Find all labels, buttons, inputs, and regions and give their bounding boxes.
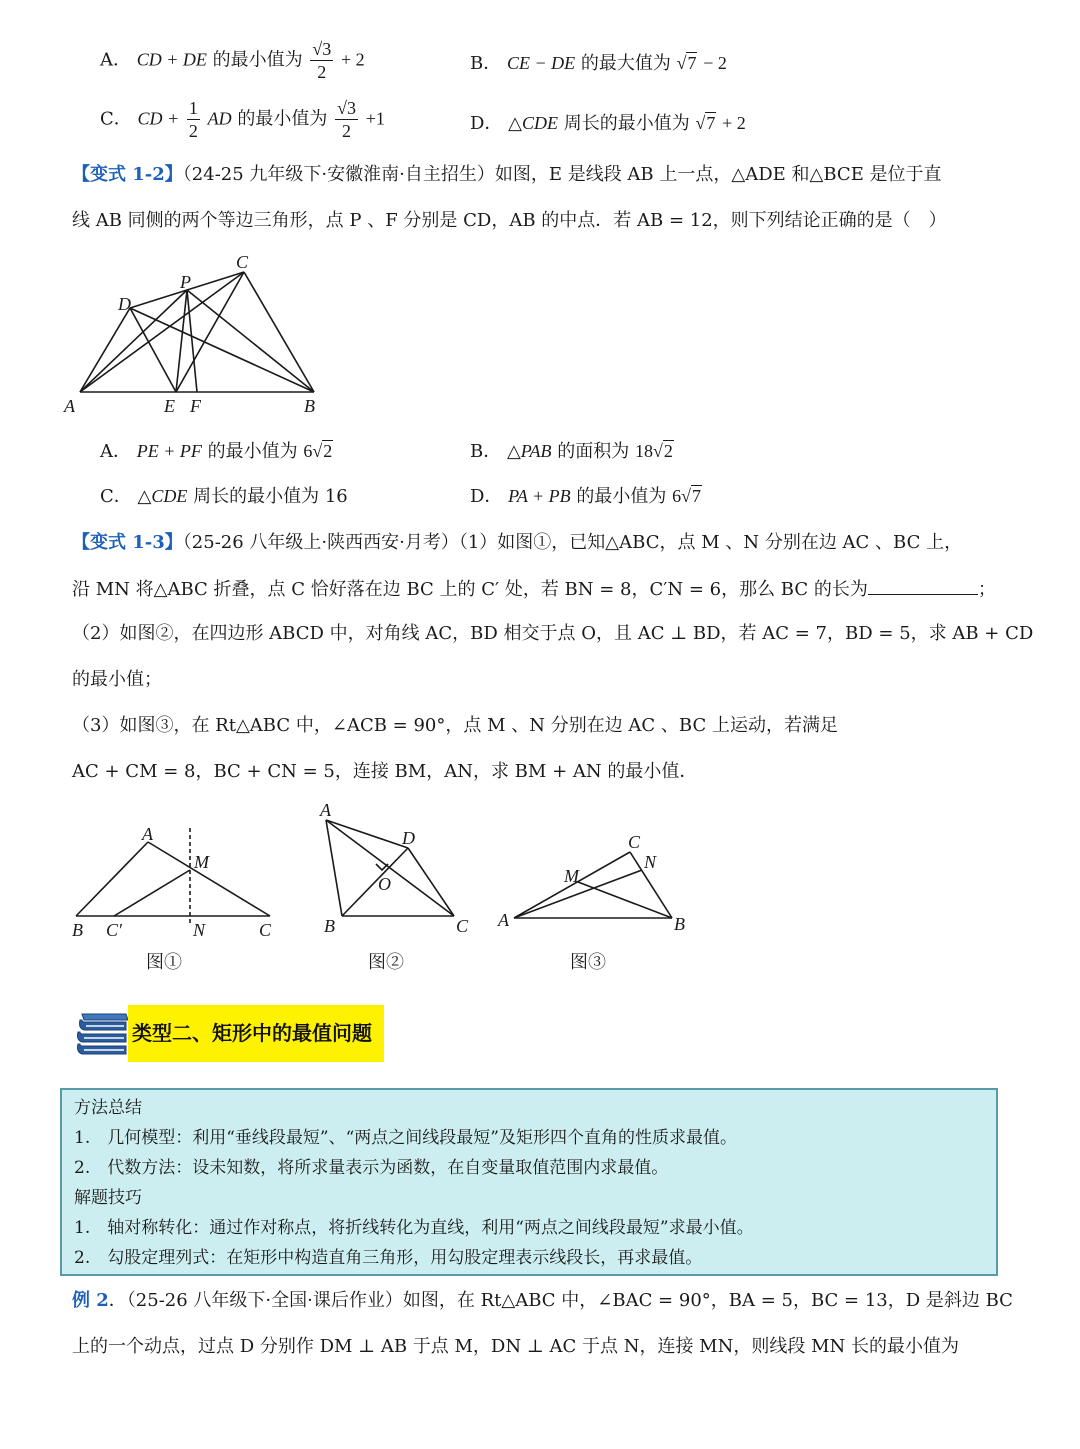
variant12-option-b: B． △PAB 的面积为 18√2: [470, 441, 673, 462]
fig1-label-B: B: [72, 920, 83, 940]
variant13-line5: （3）如图③，在 Rt△ABC 中，∠ACB = 90°，点 M 、N 分别在边 AC 、BC 上运动，若满足: [72, 715, 838, 736]
variant13-line2: 沿 MN 将△ABC 折叠，点 C 恰好落在边 BC 上的 C′ 处，若 BN = 8，C′N = 6，那么 BC 的长为 ；: [72, 576, 996, 603]
q1-option-b: B． CE − DE 的最大值为 √7 − 2: [470, 53, 727, 74]
fig1-label-M: M: [194, 852, 209, 872]
variant13-line1: 【变式 1-3】（25-26 八年级上·陕西西安·月考）（1）如图①，已知△ABC，点 M 、N 分别在边 AC 、BC 上，: [72, 532, 963, 553]
fig2-label-B: B: [324, 916, 335, 936]
example2-line1: 例 2．（25-26 八年级下·全国·课后作业）如图，在 Rt△ABC 中，∠BAC = 90°，BA = 5，BC = 13，D 是斜边 BC: [72, 1290, 1013, 1311]
caption-fig1: 图①: [146, 952, 182, 973]
variant12-line2: 线 AB 同侧的两个等边三角形，点 P 、F 分别是 CD，AB 的中点．若 AB = 12，则下列结论正确的是（ ）: [72, 210, 947, 231]
figure-1: [66, 820, 286, 945]
label-B: B: [304, 396, 315, 416]
books-icon: [72, 1010, 132, 1058]
figure-3: [494, 826, 694, 941]
label-C: C: [236, 252, 249, 272]
label-F: F: [190, 396, 201, 416]
fig3-label-C: C: [628, 832, 641, 852]
fig3-label-N: N: [644, 852, 657, 872]
method-summary-box: [60, 1088, 998, 1276]
fig2-label-D: D: [402, 828, 415, 848]
fraction: $\frac{√3}{2}$: [312, 39, 332, 82]
fig3-label-B: B: [674, 914, 685, 934]
summary-item-2: 2. 代数方法：设未知数，将所求量表示为函数，在自变量取值范围内求最值。: [74, 1158, 669, 1178]
fig2-label-O: O: [378, 874, 391, 894]
summary-heading-method: 方法总结: [74, 1098, 142, 1118]
fig3-label-A: A: [498, 910, 509, 930]
answer-blank: [868, 576, 978, 595]
label-P: P: [180, 272, 191, 292]
q1-option-d: D． △CDE 周长的最小值为 √7 + 2: [470, 113, 746, 134]
section-title: 类型二、矩形中的最值问题: [128, 1005, 384, 1062]
label-E: E: [164, 396, 175, 416]
variant13-line3: （2）如图②，在四边形 ABCD 中，对角线 AC，BD 相交于点 O，且 AC ⊥ BD，若 AC = 7，BD = 5，求 AB + CD: [72, 623, 1034, 644]
example2-line2: 上的一个动点，过点 D 分别作 DM ⊥ AB 于点 M，DN ⊥ AC 于点 N，连接 MN，则线段 MN 长的最小值为: [72, 1336, 959, 1357]
fig2-label-C: C: [456, 916, 469, 936]
variant13-line4: 的最小值；: [72, 669, 162, 690]
caption-fig2: 图②: [368, 952, 404, 973]
summary-item-3: 1. 轴对称转化：通过作对称点，将折线转化为直线，利用“两点之间线段最短”求最小值。: [74, 1218, 754, 1238]
q1-option-a: A． CD + DE 的最小值为 $\frac{√3}{2}$ + 2: [100, 39, 365, 82]
q1-option-c: C． CD + $\frac{1}{2}$ AD 的最小值为 $\frac{√3}{2}$ +1: [100, 98, 385, 141]
fig1-label-A: A: [142, 824, 153, 844]
variant12-option-c: C． △CDE 周长的最小值为 16: [100, 486, 348, 507]
fig2-label-A: A: [320, 800, 331, 820]
variant13-line6: AC + CM = 8，BC + CN = 5，连接 BM，AN，求 BM + AN 的最小值．: [72, 761, 698, 782]
summary-heading-tips: 解题技巧: [74, 1188, 142, 1208]
summary-item-4: 2. 勾股定理列式：在矩形中构造直角三角形，用勾股定理表示线段长，再求最值。: [74, 1248, 703, 1268]
summary-item-1: 1. 几何模型：利用“垂线段最短”、“两点之间线段最短”及矩形四个直角的性质求最值。: [74, 1128, 737, 1148]
fig1-label-C: C: [259, 920, 272, 940]
label-D: D: [118, 294, 131, 314]
variant12-figure: [60, 250, 340, 420]
fig1-label-N: N: [193, 920, 206, 940]
caption-fig3: 图③: [570, 952, 606, 973]
fig3-label-M: M: [564, 866, 579, 886]
figure-2: [312, 798, 482, 943]
variant12-line1: 【变式 1-2】（24-25 九年级下·安徽淮南·自主招生）如图，E 是线段 AB 上一点，△ADE 和△BCE 是位于直: [72, 164, 942, 185]
fig1-label-C2: C′: [106, 920, 122, 940]
variant12-option-a: A． PE + PF 的最小值为 6√2: [100, 441, 333, 462]
label-A: A: [64, 396, 75, 416]
variant12-option-d: D． PA + PB 的最小值为 6√7: [470, 486, 702, 507]
